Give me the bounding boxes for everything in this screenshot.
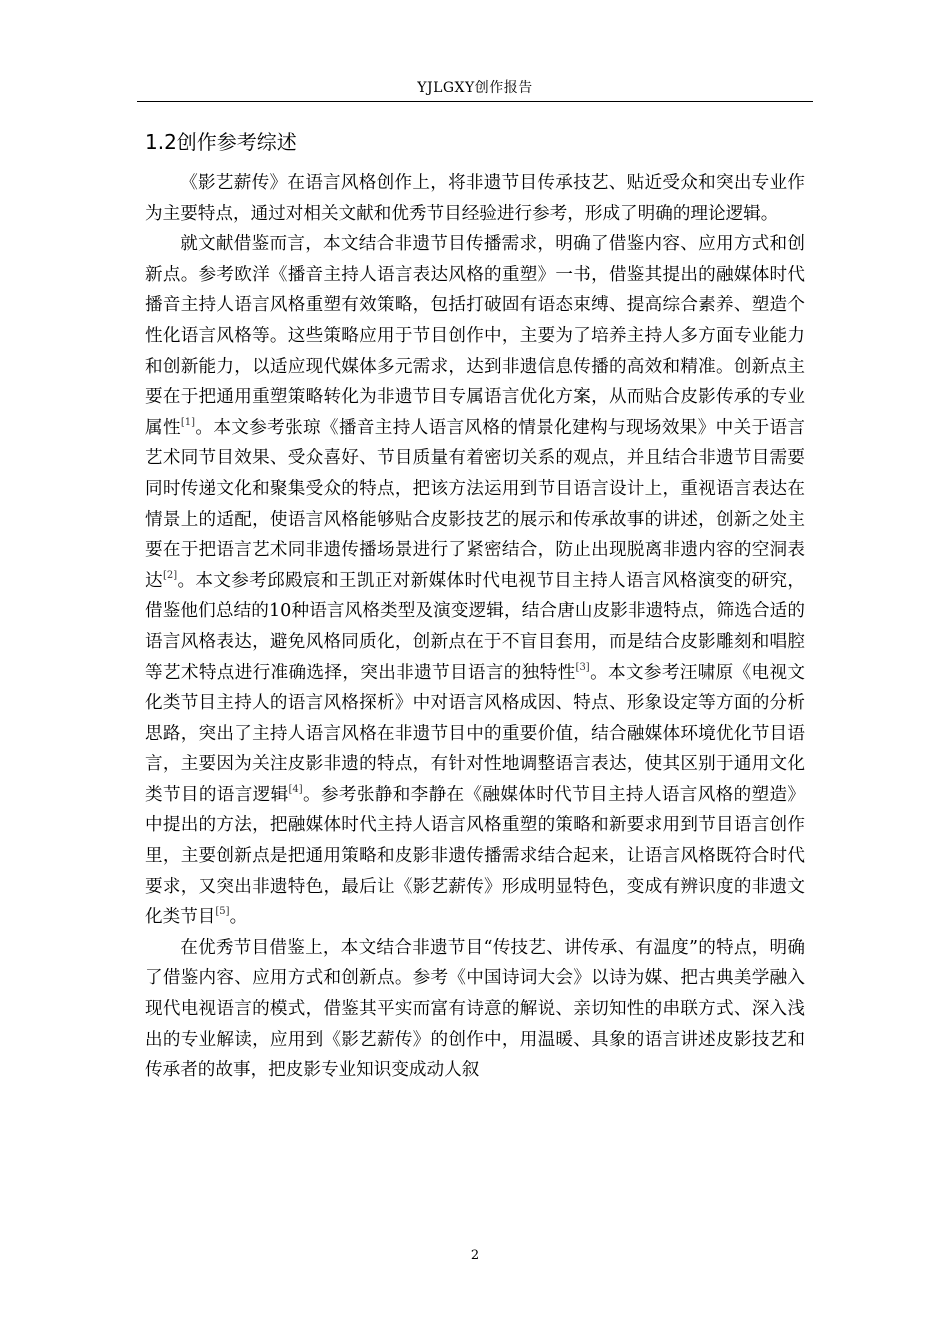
paragraph-text: 。本文参考张琼《播音主持人语言风格的情景化建构与现场效果》中关于语言艺术同节目效果、受众喜好、节目质量有着密切关系的观点，并且结合非遗节目需要同时传递文化和聚集受众的特点，把该方法运用到节目语言设计上，重视语言表达在情景上的适配，使语言风格能够贴合皮影技艺的展示和传承故事的讲述，创新之处主要在于把语言艺术同非遗传播场景进行了紧密结合，防止出现脱离非遗内容的空洞表达 bbox=[145, 417, 805, 591]
paragraph-text: 。本文参考邱殿宸和王凯正对新媒体时代电视节目主持人语言风格演变的研究，借鉴他们总结的10种语言风格类型及演变逻辑，结合唐山皮影非遗特点，筛选合适的语言风格表达，避免风格同质化，创新点在于不盲目套用，而是结合皮影雕刻和唱腔等艺术特点进行准确选择，突出非遗节目语言的独特性 bbox=[145, 570, 805, 683]
citation-marker: [4] bbox=[288, 783, 303, 795]
citation-marker: [2] bbox=[162, 569, 178, 581]
section-heading: 1.2创作参考综述 bbox=[145, 130, 297, 154]
header-divider bbox=[137, 101, 813, 102]
paragraph-2 bbox=[145, 229, 805, 933]
citation-marker: [1] bbox=[180, 416, 196, 428]
paragraph-3 bbox=[145, 933, 805, 1086]
paragraph-text: 在优秀节目借鉴上，本文结合非遗节目“传技艺、讲传承、有温度”的特点，明确了借鉴内容、应用方式和创新点。参考《中国诗词大会》以诗为媒、把古典美学融入现代电视语言的模式，借鉴其平实而富有诗意的解说、亲切知性的串联方式、深入浅出的专业解读，应用到《影艺薪传》的创作中，用温暖、具象的语言讲述皮影技艺和传承者的故事，把皮影专业知识变成动人叙 bbox=[145, 937, 805, 1081]
page-number: 2 bbox=[470, 1248, 480, 1263]
paragraph-text: 。本文参考汪啸原《电视文化类节目主持人的语言风格探析》中对语言风格成因、特点、形象设定等方面的分析思路，突出了主持人语言风格在非遗节目中的重要价值，结合融媒体环境优化节目语言，主要因为关注皮影非遗的特点，有针对性地调整语言表达，使其区别于通用文化类节目的语言逻辑 bbox=[145, 662, 805, 805]
paragraph-text: 《影艺薪传》在语言风格创作上，将非遗节目传承技艺、贴近受众和突出专业作为主要特点，通过对相关文献和优秀节目经验进行参考，形成了明确的理论逻辑。 bbox=[145, 173, 805, 224]
paragraph-1 bbox=[145, 168, 805, 229]
paragraph-text: 。参考张静和李静在《融媒体时代节目主持人语言风格的塑造》中提出的方法，把融媒体时代主持人语言风格重塑的策略和新要求用到节目语言创作里，主要创新点是把通用策略和皮影非遗传播需求结合起来，让语言风格既符合时代要求，又突出非遗特色，最后让《影艺薪传》形成明显特色，变成有辨识度的非遗文化类节目 bbox=[145, 784, 805, 928]
paragraph-text: 就文献借鉴而言，本文结合非遗节目传播需求，明确了借鉴内容、应用方式和创新点。参考欧洋《播音主持人语言表达风格的重塑》一书，借鉴其提出的融媒体时代播音主持人语言风格重塑有效策略，包括打破固有语态束缚、提高综合素养、塑造个性化语言风格等。这些策略应用于节目创作中，主要为了培养主持人多方面专业能力和创新能力，以适应现代媒体多元需求，达到非遗信息传播的高效和精准。创新点主要在于把通用重塑策略转化为非遗节目专属语言优化方案，从而贴合皮影传承的专业属性 bbox=[145, 234, 805, 438]
running-header: YJLGXY创作报告 bbox=[417, 80, 533, 96]
citation-marker: [5] bbox=[215, 906, 230, 918]
body-text bbox=[145, 168, 805, 1086]
citation-marker: [3] bbox=[575, 661, 590, 673]
paragraph-text: 。 bbox=[229, 907, 248, 928]
